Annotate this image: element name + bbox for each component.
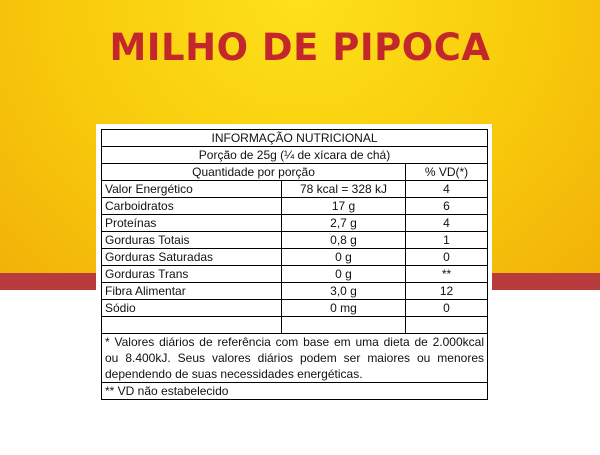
nutrient-vd: ** <box>406 266 488 283</box>
table-row <box>102 249 488 266</box>
nutrient-name: Carboidratos <box>102 198 282 215</box>
portion-size: Porção de 25g (¼ de xícara de chá) <box>102 147 488 164</box>
empty-cell <box>102 317 282 334</box>
table-row <box>102 232 488 249</box>
nutrient-name: Gorduras Saturadas <box>102 249 282 266</box>
product-title: MILHO DE PIPOCA <box>109 26 491 69</box>
empty-cell <box>406 317 488 334</box>
nutrient-amount: 3,0 g <box>282 283 406 300</box>
nutrient-name: Valor Energético <box>102 181 282 198</box>
nutrition-header: INFORMAÇÃO NUTRICIONAL <box>102 130 488 147</box>
nutrition-facts-table <box>101 129 488 400</box>
table-row <box>102 283 488 300</box>
nutrient-vd: 0 <box>406 300 488 317</box>
footnote-vd-row <box>102 334 488 383</box>
table-header-row <box>102 130 488 147</box>
column-vd-header: % VD(*) <box>406 164 488 181</box>
nutrient-amount: 0,8 g <box>282 232 406 249</box>
nutrient-amount: 0 g <box>282 266 406 283</box>
nutrient-name: Fibra Alimentar <box>102 283 282 300</box>
empty-cell <box>282 317 406 334</box>
table-row <box>102 266 488 283</box>
table-row <box>102 198 488 215</box>
nutrient-amount: 78 kcal = 328 kJ <box>282 181 406 198</box>
empty-row <box>102 317 488 334</box>
nutrient-name: Gorduras Trans <box>102 266 282 283</box>
footnote-na-row <box>102 383 488 400</box>
nutrient-vd: 0 <box>406 249 488 266</box>
nutrient-vd: 4 <box>406 181 488 198</box>
column-header-row <box>102 164 488 181</box>
nutrient-name: Proteínas <box>102 215 282 232</box>
footnote-not-established: ** VD não estabelecido <box>102 383 488 400</box>
column-quantity-header: Quantidade por porção <box>102 164 406 181</box>
nutrient-vd: 12 <box>406 283 488 300</box>
portion-row <box>102 147 488 164</box>
nutrient-vd: 4 <box>406 215 488 232</box>
nutrient-vd: 1 <box>406 232 488 249</box>
nutrient-name: Sódio <box>102 300 282 317</box>
table-row <box>102 181 488 198</box>
table-row <box>102 300 488 317</box>
nutrient-vd: 6 <box>406 198 488 215</box>
table-row <box>102 215 488 232</box>
nutrient-amount: 17 g <box>282 198 406 215</box>
nutrient-amount: 2,7 g <box>282 215 406 232</box>
nutrient-name: Gorduras Totais <box>102 232 282 249</box>
footnote-vd: * Valores diários de referência com base em uma dieta de 2.000kcal ou 8.400kJ. Seus valores diários podem ser maiores ou menores dependendo de suas necessidades energéticas. <box>102 334 488 383</box>
nutrient-amount: 0 g <box>282 249 406 266</box>
nutrient-amount: 0 mg <box>282 300 406 317</box>
